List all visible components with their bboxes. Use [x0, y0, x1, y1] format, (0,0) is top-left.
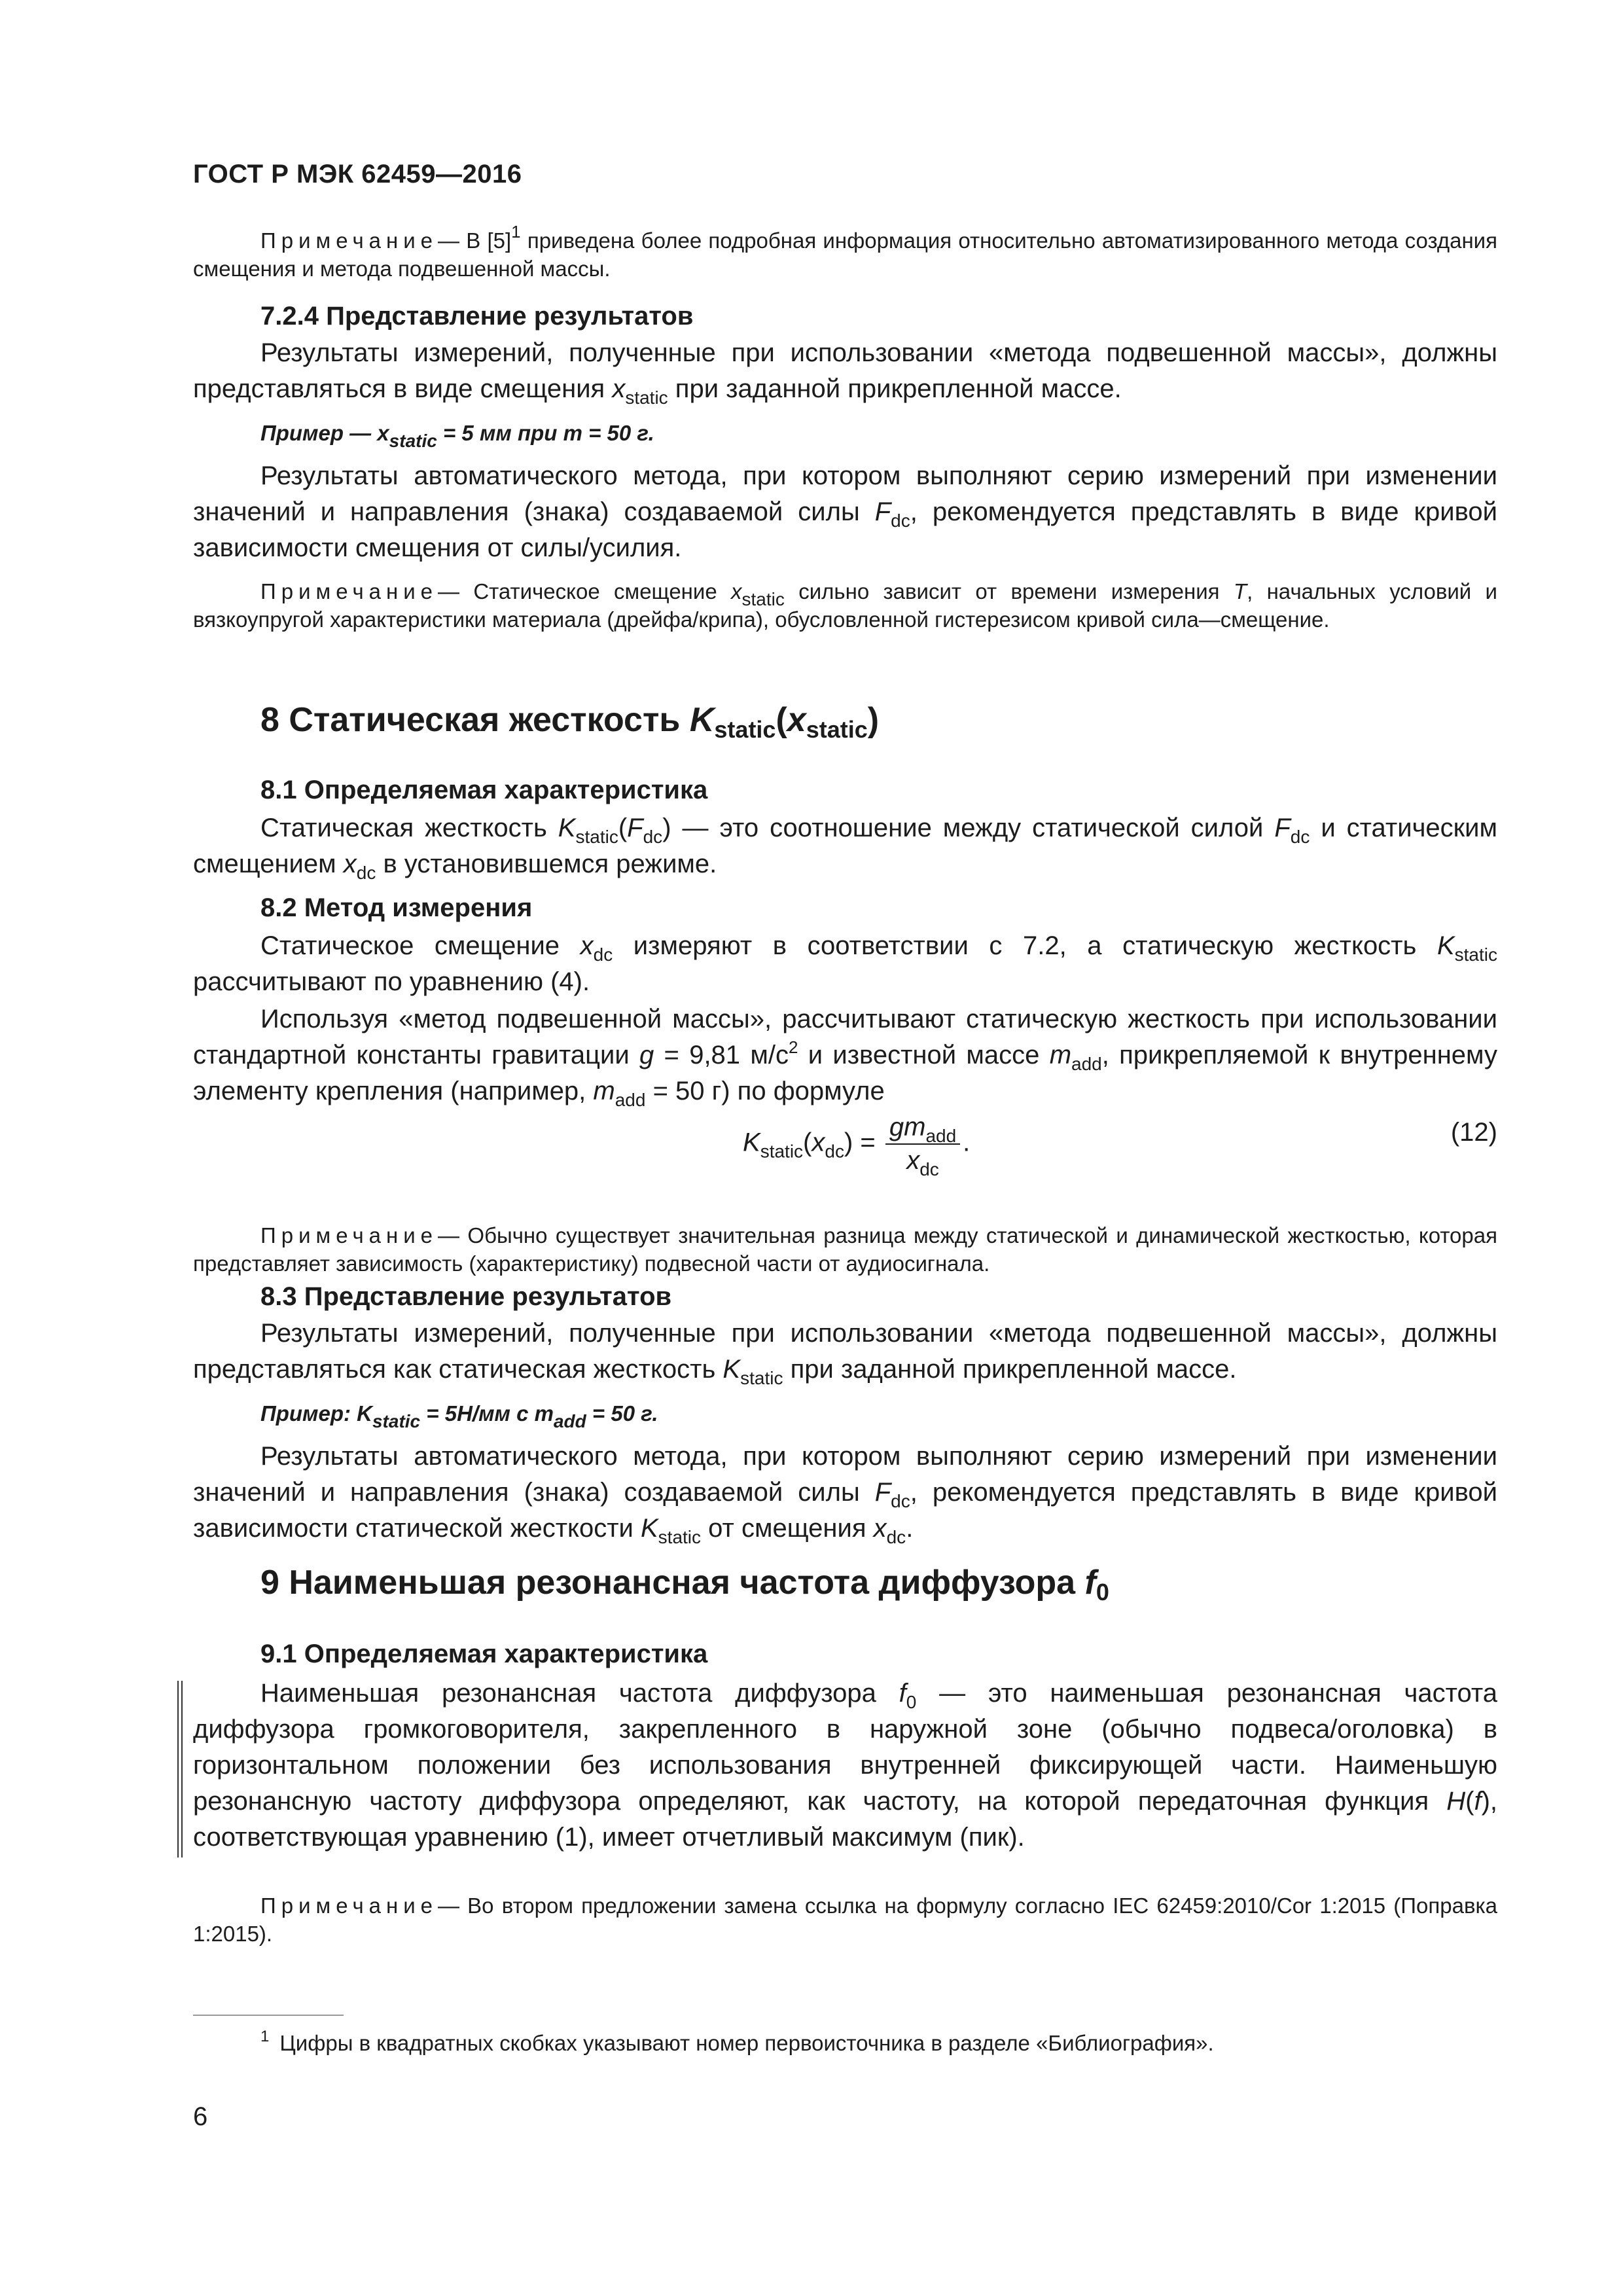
- paragraph-results-stiffness: Результаты измерений, полученные при использовании «метода подвешенной массы», должны представляться как статическая жесткость $K_{static}$ при заданной прикрепленной массе.: [193, 1319, 1497, 1388]
- formula-fraction: $\frac{gm_{add}}{x_{dc}}$: [885, 1113, 960, 1175]
- paragraph-results-suspended-mass: Результаты измерений, полученные при использовании «метода подвешенной массы», должны представляться в виде смещения $x_{static}$ при заданной прикрепленной массе.: [193, 338, 1497, 408]
- standard-designation: ГОСТ Р МЭК 62459—2016: [193, 160, 522, 188]
- paragraph-measurement: Статическое смещение $x_{dc}$ измеряют в соответствии с 7.2, а статическую жесткость $K_{static}$ рассчитывают по уравнению (4).: [193, 931, 1497, 996]
- paragraph-gravity-method: Используя «метод подвешенной массы», рассчитывают статическую жесткость при использовании стандартной константы гравитации g = 9,81 $м/с^2$ и известной массе $m_{add}$, прикрепляемой к внутреннему элементу крепления (например, $m_{add} = 50$ г) по формуле: [193, 1005, 1497, 1110]
- note-static-vs-dynamic: Примечание— Обычно существует значительная разница между статической и динамической жесткостью, которая представляет зависимость (характеристику) подвесной части от аудиосигнала.: [193, 1223, 1497, 1276]
- note-automated-method: Примечание— В $[5]^1$ приведена более подробная информация относительно автоматизированного метода создания смещения и метода подвешенной массы.: [193, 222, 1497, 281]
- footnote-ref[interactable]: 1: [511, 222, 521, 242]
- section-heading-9: 9 Наименьшая резонансная частота диффузора $f_0$: [260, 1564, 1109, 1605]
- page-number: 6: [193, 2102, 208, 2131]
- paragraph-automatic-method: Результаты автоматического метода, при котором выполняют серию измерений при изменении значений и направления (знака) создаваемой силы $F_{dc}$, рекомендуется представлять в виде кривой зависимости смещения от силы/усилия.: [193, 461, 1497, 562]
- note-static-displacement: Примечание— Статическое смещение $x_{static}$ сильно зависит от времени измерения T, начальных условий и вязкоупругой характеристики материала (дрейфа/крипа), обусловленной гистерезисом кривой сила—смещение.: [193, 579, 1497, 632]
- paragraph-automatic-stiffness: Результаты автоматического метода, при котором выполняют серию измерений при изменении значений и направления (знака) создаваемой силы $F_{dc}$, рекомендуется представлять в виде кривой зависимости статической жесткости $K_{static}$ от смещения $x_{dc}$.: [193, 1442, 1497, 1547]
- section-heading-8-1: 8.1 Определяемая характеристика: [260, 776, 708, 804]
- footnote: $^1$ Цифры в квадратных скобках указывают номер первоисточника в разделе «Библиография».: [260, 2028, 1214, 2055]
- equation-number: (12): [1450, 1118, 1497, 1147]
- example-stiffness: Пример: $K_{static} = 5Н/мм$ с $m_{add} = 50$ г.: [260, 1401, 658, 1431]
- section-heading-8-2: 8.2 Метод измерения: [260, 893, 533, 922]
- footnote-mark: 1: [260, 2028, 270, 2045]
- paragraph-static-stiffness-definition: Статическая жесткость $K_{static}(F_{dc})$ — это соотношение между статической силой $F_{dc}$ и статическим смещением $x_{dc}$ в установившемся режиме.: [193, 814, 1497, 883]
- footnote-separator: [193, 2015, 344, 2016]
- note-amendment: Примечание— Во втором предложении замена ссылка на формулу согласно IEC 62459:2010/Cor 1:2015 (Поправка 1:2015).: [193, 1893, 1497, 1946]
- revision-change-bar: [177, 1681, 183, 1857]
- note-label: Примечание: [260, 228, 438, 253]
- example-displacement: Пример — $x_{static} = 5$ мм при m = 50 г.: [260, 421, 654, 451]
- section-heading-7-2-4: 7.2.4 Представление результатов: [260, 302, 694, 331]
- paragraph-lowest-resonance: Наименьшая резонансная частота диффузора $f_0$ — это наименьшая резонансная частота диффузора громкоговорителя, закрепленного в наружной зоне (обычно подвеса/оголовка) в горизонтальном положении без использования внутренней фиксирующей части. Наименьшую резонансную частоту диффузора определяют, как частоту, на которой передаточная функция H(f), соответствующая уравнению (1), имеет отчетливый максимум (пик).: [193, 1679, 1497, 1852]
- section-heading-8-3: 8.3 Представление результатов: [260, 1282, 672, 1311]
- section-heading-9-1: 9.1 Определяемая характеристика: [260, 1640, 708, 1668]
- formula-12: $K_{static}(x_{dc})$ = $\frac{gm_{add}}{x_{dc}}$ .: [743, 1113, 971, 1179]
- section-heading-8: 8 Статическая жесткость $K_{static}(x_{static})$: [260, 701, 880, 743]
